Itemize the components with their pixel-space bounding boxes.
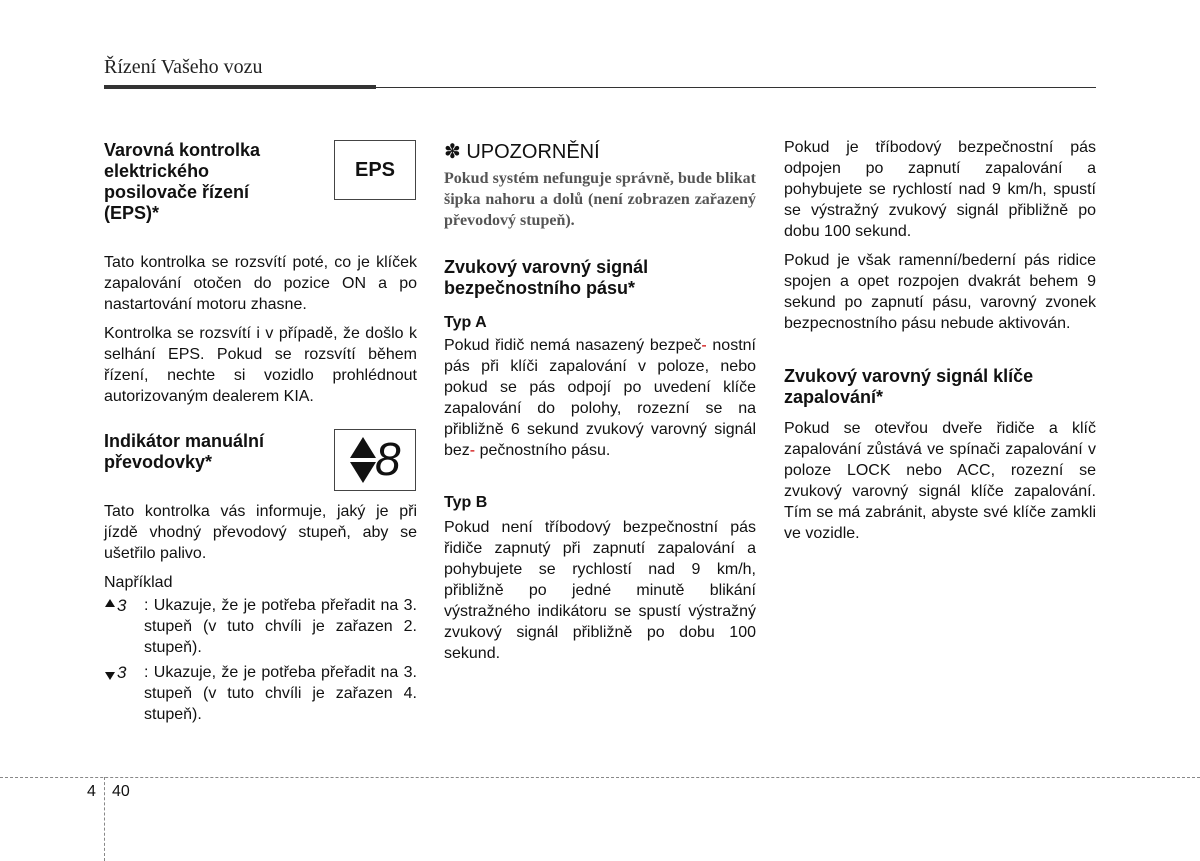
- col3-paragraph-1: Pokud je tříbodový bezpečnostní pás odpojen po zapnutí zapalování a pohybujete se rychlostí nad 9 km/h, spustí se výstražný zvukový signál přibližně po dobu 100 sekund.: [784, 139, 1096, 240]
- gear-indicator-box: [334, 429, 416, 491]
- shift-down-item: [104, 662, 417, 725]
- eps-indicator-box: EPS: [334, 140, 416, 200]
- asterisk-icon: ✽: [444, 141, 461, 163]
- column-2: [444, 140, 756, 672]
- col3-paragraph-3: Pokud se otevřou dveře řidiče a klíč zapalování zůstává ve spínači zapalování v poloze LOCK nebo ACC, rozezní se zvukový varovný signál klíče zapalování. Tím se má zabránit, abyste své klíče zamkli ve vozidle.: [784, 420, 1096, 542]
- shift-up-text: : Ukazuje, že je potřeba přeřadit na 3. stupeň (v tuto chvíli je zařazen 2. stupeň).: [144, 597, 417, 656]
- gear-heading: Indikátor manuální převodovky*: [104, 431, 265, 472]
- shift-up-item: [104, 595, 417, 658]
- typ-a-hyphen-2: -: [469, 442, 476, 459]
- typ-a-text-2: nostní pás při klíči zapalování v poloze, nebo pokud se pás odpojí po uvedení klíče zapalování do polohy, rozezní se na přibližně 6 sekund zvukový varovný signál bez: [444, 337, 756, 459]
- shift-up-icon: [104, 595, 144, 616]
- warning-title-text: UPOZORNĚNÍ: [466, 141, 600, 163]
- eps-paragraph-1: Tato kontrolka se rozsvítí poté, co je klíček zapalování otočen do pozice ON a po nastartování motoru zhasne.: [104, 254, 417, 313]
- eps-heading: Varovná kontrolka elektrického posilovače řízení (EPS)*: [104, 140, 261, 223]
- example-label: Například: [104, 574, 173, 591]
- warning-title: [444, 140, 756, 164]
- footer-vertical-dashed-line: [104, 777, 105, 861]
- gear-paragraph-1: Tato kontrolka vás informuje, jaký je při jízdě vhodný převodový stupeň, aby se ušetřilo palivo.: [104, 503, 417, 562]
- shift-down-text: : Ukazuje, že je potřeba přeřadit na 3. stupeň (v tuto chvíli je zařazen 4. stupeň).: [144, 664, 417, 723]
- typ-a-text: [444, 335, 756, 461]
- typ-a-text-3: pečnostního pásu.: [479, 442, 611, 459]
- header-rule-thin: [376, 87, 1096, 88]
- page-header-title: Řízení Vašeho vozu: [104, 56, 263, 78]
- typ-b-label: Typ B: [444, 494, 488, 511]
- column-1: [104, 140, 417, 729]
- typ-a-label: Typ A: [444, 314, 487, 331]
- shift-down-icon: [104, 662, 144, 683]
- footer-page-number: 40: [112, 783, 130, 800]
- eps-paragraph-2: Kontrolka se rozsvítí i v případě, že došlo k selhání EPS. Pokud se rozsvítí během řízení, nechte si vozidlo prohlédnout autorizovaným dealerem KIA.: [104, 325, 417, 405]
- warning-text: Pokud systém nefunguje správně, bude blikat šipka nahoru a dolů (není zobrazen zařazený převodový stupeň).: [444, 170, 756, 229]
- typ-a-text-1: Pokud řidič nemá nasazený bezpeč: [444, 337, 702, 354]
- column-3: [784, 137, 1096, 552]
- footer-section-number: 4: [87, 783, 96, 800]
- gear-indicator-digit: 8: [375, 433, 401, 485]
- header-rule-thick: [104, 85, 376, 89]
- col3-paragraph-2: Pokud je však ramenní/bederní pás ridice spojen a opet rozpojen dvakrát behem 9 sekund po zapnutí pásu, varovný zvonek bezpecnostního pásu nebude aktivován.: [784, 252, 1096, 332]
- typ-a-hyphen-1: -: [701, 337, 707, 354]
- belt-heading: Zvukový varovný signál bezpečnostního pásu*: [444, 257, 649, 298]
- typ-b-text: Pokud není tříbodový bezpečnostní pás řidiče zapnutý při zapnutí zapalování a pohybujete se rychlostí nad 9 km/h, přibližně po jedné minutě blikání výstražného indikátoru se spustí výstražný zvukový signál přibližně po dobu 100 sekund.: [444, 519, 756, 662]
- key-heading: Zvukový varovný signál klíče zapalování*: [784, 366, 1034, 407]
- footer-dashed-line: [0, 777, 1200, 778]
- shift-up-digit: 3: [117, 596, 127, 615]
- shift-down-digit: 3: [117, 663, 127, 682]
